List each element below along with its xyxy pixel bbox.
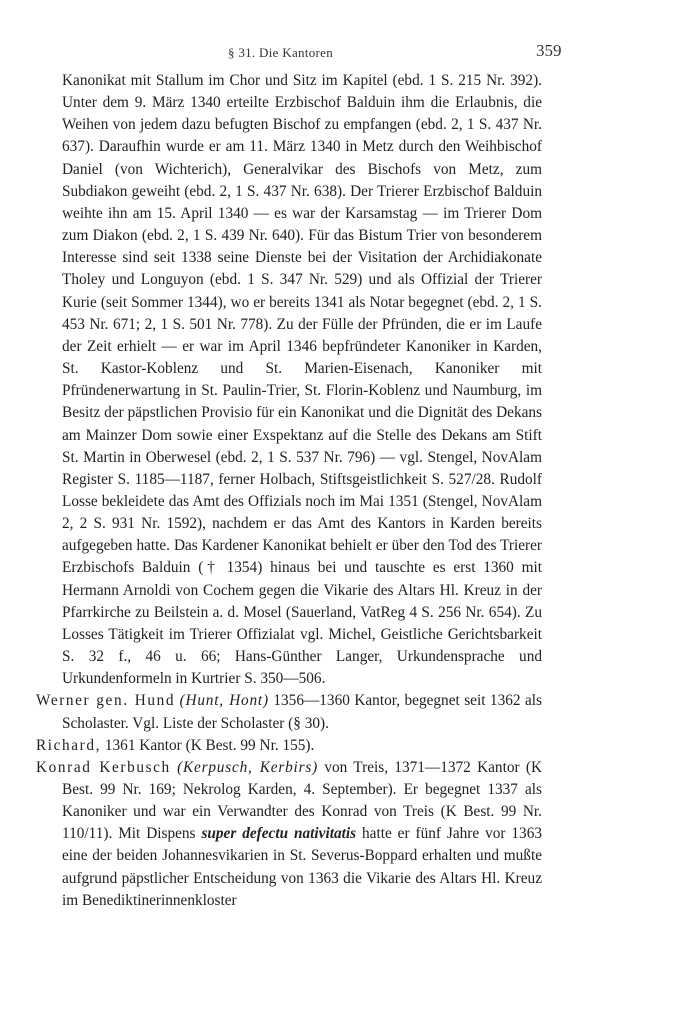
entry-name: Richard, (36, 736, 102, 754)
entry-text: von Treis, 1371—1372 Kantor (K Best. 99 Nr. 169; Nekrolog Karden, 4. September). Er begegnet 1337 als Kanoniker und war ein Verwandter des Konrad von Treis (K Best. 99 Nr. 110/11). Mit Dispens (62, 758, 543, 843)
body-text (36, 70, 542, 912)
latin-phrase: super defectu nativitatis (201, 825, 357, 843)
page-number: 359 (536, 41, 562, 60)
entry-name: Werner gen. Hund (36, 692, 176, 710)
entry-name: Konrad Kerbusch (36, 758, 171, 776)
running-title: § 31. Die Kantoren (228, 45, 334, 60)
entry-richard (36, 735, 542, 757)
entry-name-variants: (Hunt, Hont) (179, 692, 269, 710)
entry-konrad (36, 757, 542, 912)
entry-werner (36, 690, 542, 734)
entry-text: 1361 Kantor (K Best. 99 Nr. 155). (104, 736, 315, 754)
page-header (0, 40, 700, 62)
entry-text-continued: hatte er fünf Jahre vor 1363 eine der beiden Johannesvikarien in St. Severus-Boppard erhalten und mußte aufgrund päpstlicher Entscheidung von 1363 die Vikarie des Altars Hl. Kreuz im Benediktinerinnenkloster (62, 825, 542, 909)
entry-name-variants: (Kerpusch, Kerbirs) (177, 758, 319, 776)
entry-text: 1356—1360 Kantor, begegnet seit 1362 als Scholaster. Vgl. Liste der Scholaster (§ 30). (62, 692, 543, 732)
continuation-paragraph: Kanonikat mit Stallum im Chor und Sitz im Kapitel (ebd. 1 S. 215 Nr. 392). Unter dem 9. März 1340 erteilte Erzbischof Balduin ihm die Erlaubnis, die Weihen von jedem dazu befugten Bischof zu empfangen (ebd. 2, 1 S. 437 Nr. 637). Daraufhin wurde er am 11. März 1340 in Metz durch den Weihbischof Daniel (von Wichterich), Generalvikar des Bischofs von Metz, zum Subdiakon geweiht (ebd. 2, 1 S. 437 Nr. 638). Der Trierer Erzbischof Balduin weihte ihn am 15. April 1340 — es war der Karsamstag — im Trierer Dom zum Diakon (ebd. 2, 1 S. 439 Nr. 640). Für das Bistum Trier von besonderem Interesse sind seit 1338 seine Dienste bei der Visitation der Archidiakonate Tholey und Longuyon (ebd. 1 S. 347 Nr. 529) und als Offizial der Trierer Kurie (seit Sommer 1344), wo er bereits 1341 als Notar begegnet (ebd. 2, 1 S. 453 Nr. 671; 2, 1 S. 501 Nr. 778). Zu der Fülle der Pfründen, die er im Laufe der Zeit erhielt — er war im April 1346 bepfründeter Kanoniker in Karden, St. Kastor-Koblenz und St. Marien-Eisenach, Kanoniker mit Pfründenerwartung in St. Paulin-Trier, St. Florin-Koblenz und Naumburg, im Besitz der päpstlichen Provisio für ein Kanonikat und die Dignität des Dekans am Mainzer Dom sowie einer Exspektanz auf die Stelle des Dekans am Stift St. Martin in Oberwesel (ebd. 2, 1 S. 537 Nr. 796) — vgl. Stengel, NovAlam Register S. 1185—1187, ferner Holbach, Stiftsgeistlichkeit S. 527/28. Rudolf Losse bekleidete das Amt des Offizials noch im Mai 1351 (Stengel, NovAlam 2, 2 S. 931 Nr. 1592), nachdem er das Amt des Kantors in Karden bereits aufgegeben hatte. Das Kardener Kanonikat behielt er über den Tod des Trierer Erzbischofs Balduin († 1354) hinaus bei und tauschte es erst 1360 mit Hermann Arnoldi von Cochem gegen die Vikarie des Altars Hl. Kreuz in der Pfarrkirche zu Beilstein a. d. Mosel (Sauerland, VatReg 4 S. 256 Nr. 654). Zu Losses Tätigkeit im Trierer Offizialat vgl. Michel, Geistliche Gerichtsbarkeit S. 32 f., 46 u. 66; Hans-Günther Langer, Urkundensprache und Urkundenformeln in Kurtrier S. 350—506. (62, 72, 542, 688)
